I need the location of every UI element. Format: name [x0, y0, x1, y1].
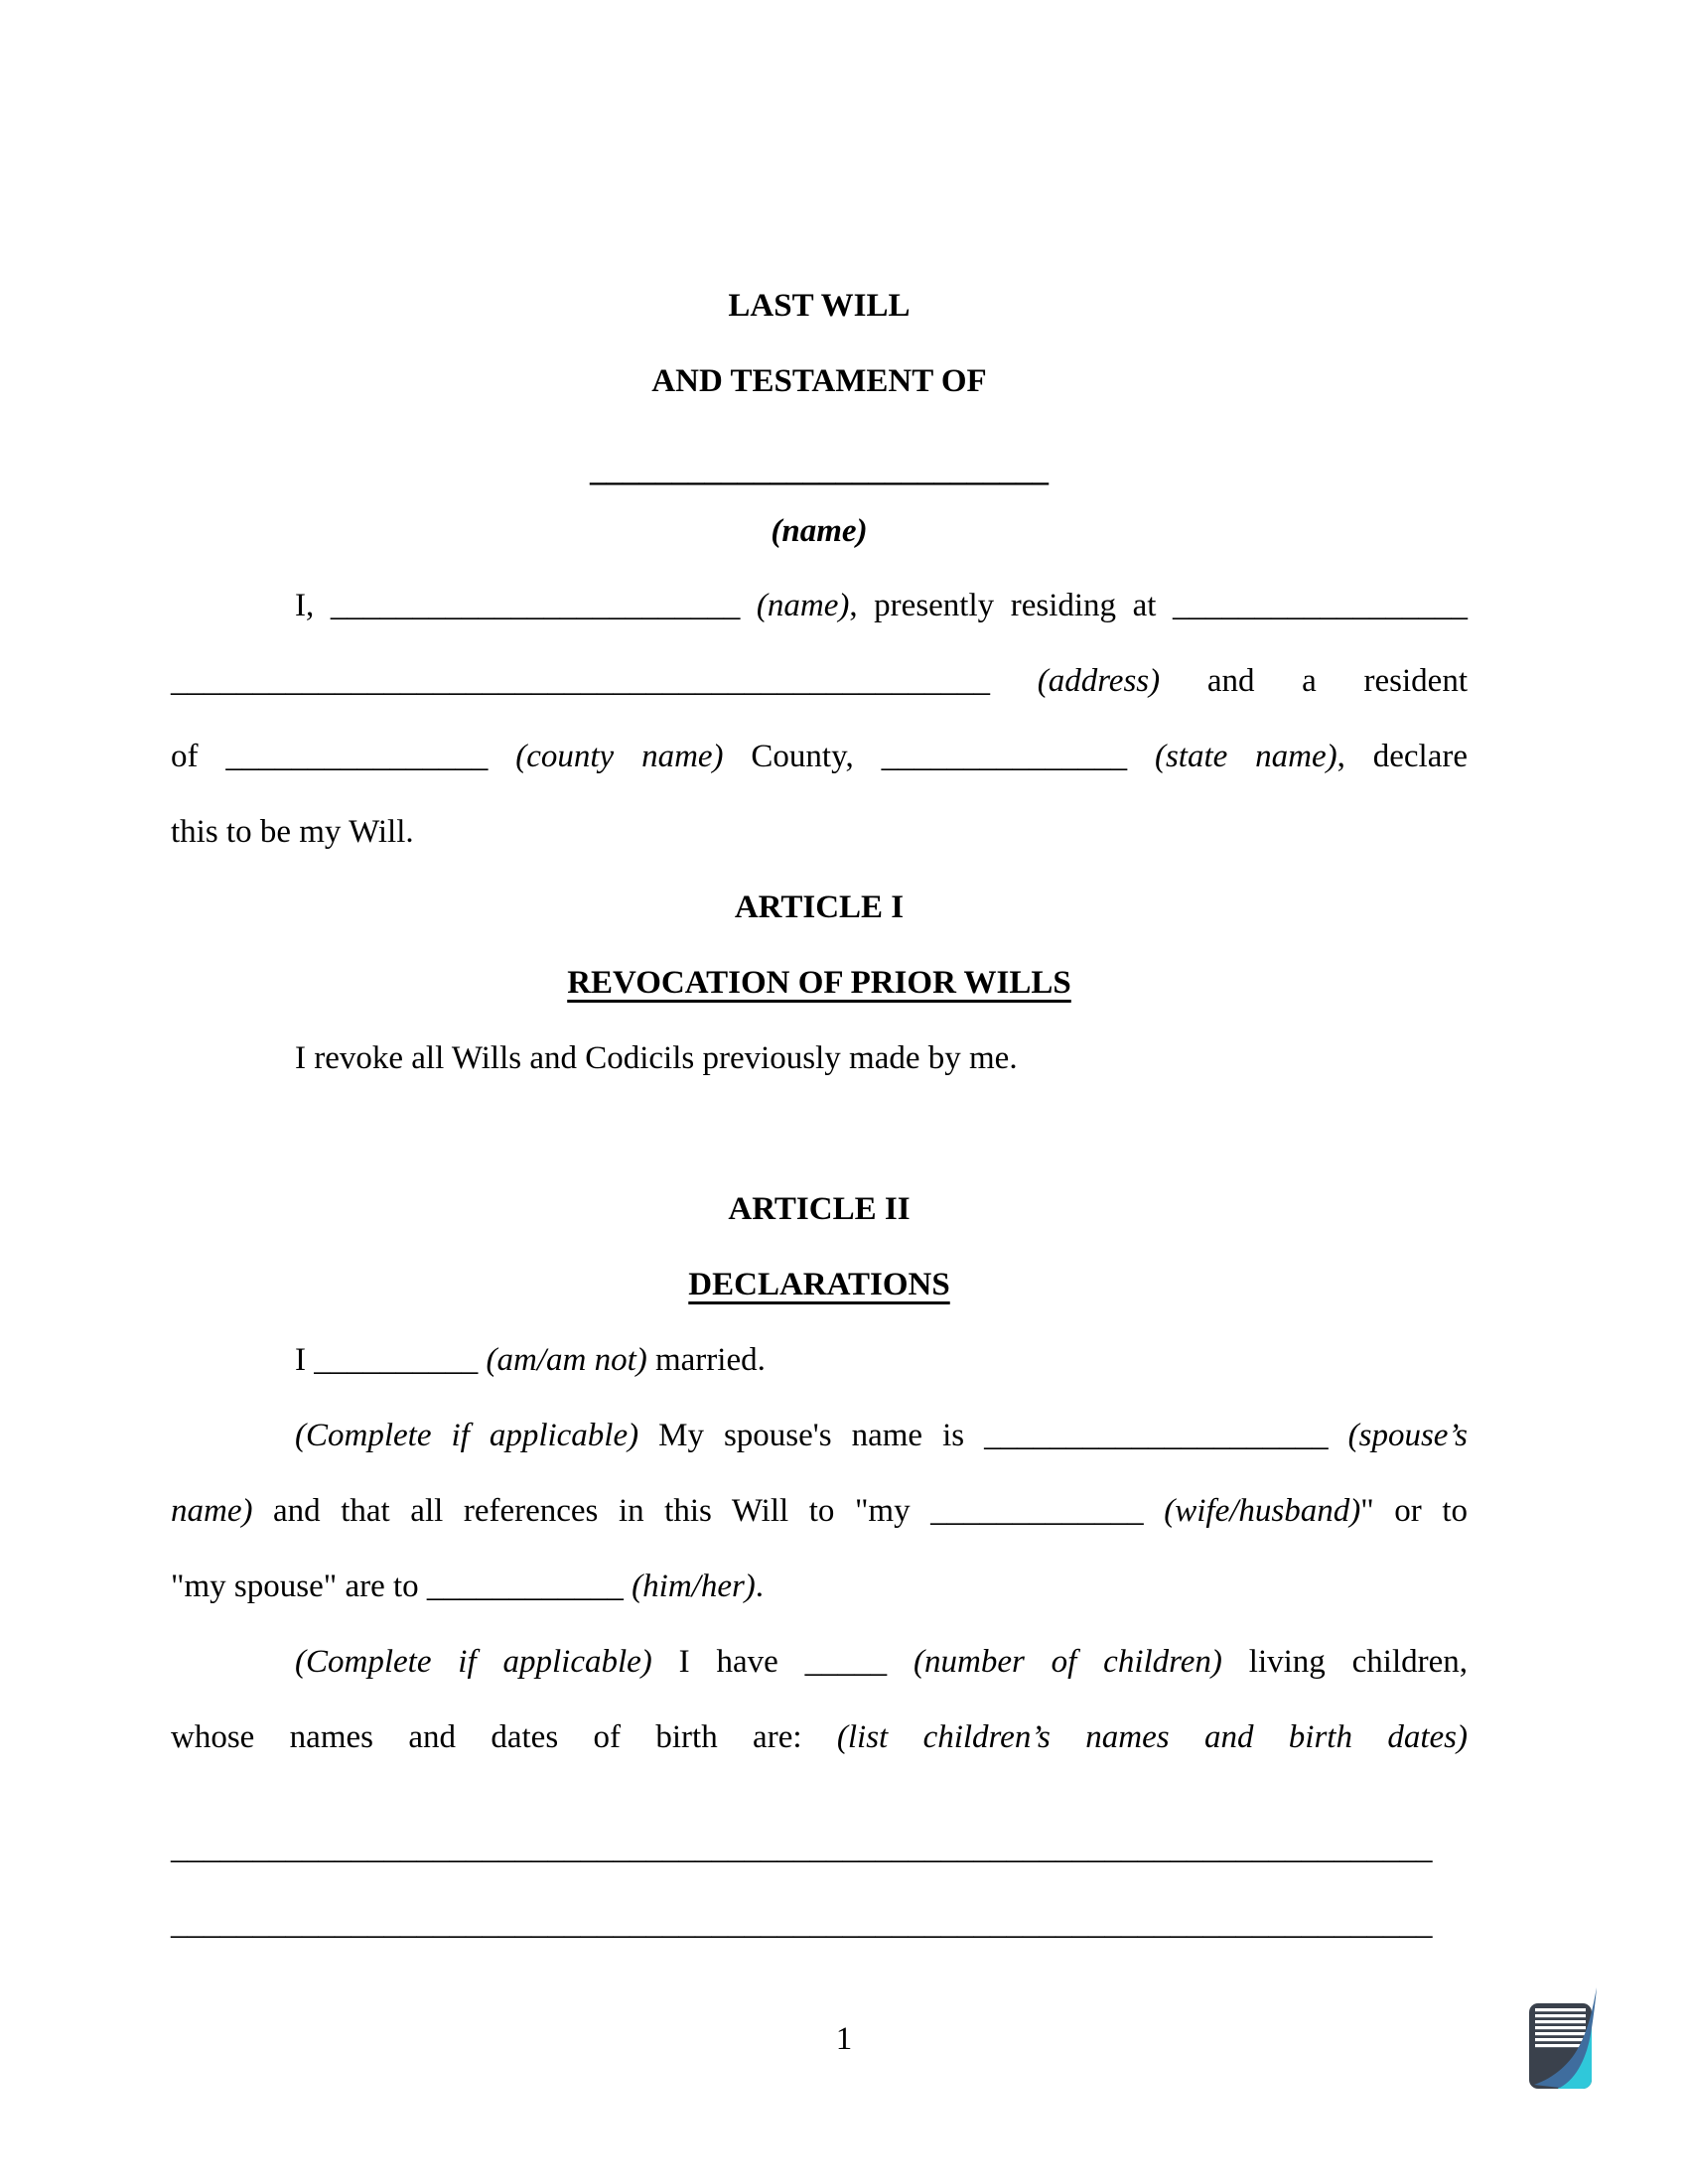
- text-segment: DECLARATIONS: [688, 1267, 950, 1302]
- blank-field[interactable]: __________: [314, 1342, 479, 1378]
- text-segment: LAST WILL: [728, 288, 911, 324]
- intro-line-4: [171, 794, 1468, 870]
- spouse-line-1: [171, 1398, 1468, 1473]
- text-segment: County,: [723, 739, 882, 774]
- blank-field[interactable]: ________________: [225, 739, 489, 774]
- children-line-2: [171, 1700, 1468, 1775]
- text-segment: whose names and dates of birth are:: [171, 1719, 837, 1755]
- title-line-2: [171, 343, 1468, 419]
- text-segment: (am/am not): [486, 1342, 647, 1378]
- children-list-blank-1: [171, 1811, 1468, 1886]
- text-segment: (him/her): [632, 1569, 756, 1604]
- blank-field[interactable]: __________________: [1173, 588, 1468, 623]
- text-segment: (state name): [1154, 739, 1337, 774]
- spouse-line-3: [171, 1549, 1468, 1624]
- text-segment: I: [295, 1342, 315, 1378]
- text-segment: , presently residing at: [849, 588, 1173, 623]
- text-segment: (name): [756, 588, 850, 623]
- text-segment: name): [171, 1493, 253, 1529]
- intro-line-2: [171, 643, 1468, 719]
- page-footer: [0, 2001, 1688, 2077]
- blank-field[interactable]: _____________________________________________________________________________: [171, 1906, 1433, 1942]
- intro-line-3: [171, 719, 1468, 794]
- text-segment: (Complete if applicable): [295, 1644, 652, 1680]
- blank-field[interactable]: _____________________________________________________________________________: [171, 1831, 1433, 1866]
- text-segment: (name): [771, 513, 868, 549]
- text-segment: [990, 663, 1038, 699]
- text-segment: "my spouse" are to: [171, 1569, 427, 1604]
- text-segment: (spouse’s: [1347, 1418, 1469, 1453]
- blank-field[interactable]: _____________________: [984, 1418, 1329, 1453]
- text-segment: of: [171, 739, 226, 774]
- section-gap: [171, 1096, 1468, 1171]
- text-segment: [488, 739, 515, 774]
- children-list-blank-2: [171, 1886, 1468, 1962]
- blank-field[interactable]: _____: [804, 1644, 888, 1680]
- marital-status-line: [171, 1322, 1468, 1398]
- text-segment: [1127, 739, 1155, 774]
- text-segment: I,: [295, 588, 331, 623]
- text-segment: married.: [646, 1342, 766, 1378]
- children-line-1: [171, 1624, 1468, 1700]
- text-segment: ARTICLE II: [728, 1191, 911, 1227]
- blank-field[interactable]: _____________: [930, 1493, 1144, 1529]
- text-segment: (address): [1037, 663, 1161, 699]
- title-line-1: [171, 268, 1468, 343]
- text-segment: [478, 1342, 486, 1378]
- text-segment: and a resident: [1160, 663, 1468, 699]
- pre-blank-gap: [171, 1775, 1468, 1811]
- text-segment: AND TESTAMENT OF: [651, 363, 987, 399]
- testator-name-hint: [171, 508, 1468, 554]
- text-segment: [740, 588, 757, 623]
- text-segment: [887, 1644, 914, 1680]
- blank-field[interactable]: _______________: [881, 739, 1128, 774]
- document-swoosh-logo-icon: [1526, 1986, 1602, 2089]
- text-segment: (list children’s names and birth dates): [836, 1719, 1468, 1755]
- article-1-heading: [171, 870, 1468, 945]
- text-segment: My spouse's name is: [638, 1418, 985, 1453]
- text-segment: living children,: [1221, 1644, 1468, 1680]
- text-segment: ARTICLE I: [734, 889, 905, 925]
- blank-field[interactable]: __________________________________________________: [171, 663, 990, 699]
- article-2-subheading: [171, 1247, 1468, 1322]
- text-segment: , declare: [1336, 739, 1468, 774]
- blank-field[interactable]: ____________________________: [590, 453, 1049, 488]
- text-segment: (county name): [515, 739, 724, 774]
- blank-field[interactable]: ____________: [426, 1569, 624, 1604]
- revocation-text: [171, 1021, 1468, 1096]
- spouse-line-2: [171, 1473, 1468, 1549]
- page-number: 1: [835, 2021, 853, 2057]
- text-segment: this to be my Will.: [171, 814, 414, 850]
- text-segment: [1144, 1493, 1165, 1529]
- text-segment: (Complete if applicable): [295, 1418, 639, 1453]
- article-1-subheading: [171, 945, 1468, 1021]
- testator-name-blank: [171, 433, 1468, 508]
- article-2-heading: [171, 1171, 1468, 1247]
- text-segment: I have: [651, 1644, 805, 1680]
- text-segment: " or to: [1360, 1493, 1468, 1529]
- text-segment: [1329, 1418, 1348, 1453]
- text-segment: REVOCATION OF PRIOR WILLS: [567, 965, 1071, 1001]
- blank-field[interactable]: _________________________: [330, 588, 741, 623]
- text-segment: and that all references in this Will to "my: [252, 1493, 931, 1529]
- text-segment: [624, 1569, 632, 1604]
- text-segment: .: [755, 1569, 765, 1604]
- text-segment: (number of children): [914, 1644, 1222, 1680]
- intro-line-1: [171, 568, 1468, 643]
- text-segment: I revoke all Wills and Codicils previously made by me.: [295, 1040, 1018, 1076]
- text-segment: (wife/husband): [1164, 1493, 1361, 1529]
